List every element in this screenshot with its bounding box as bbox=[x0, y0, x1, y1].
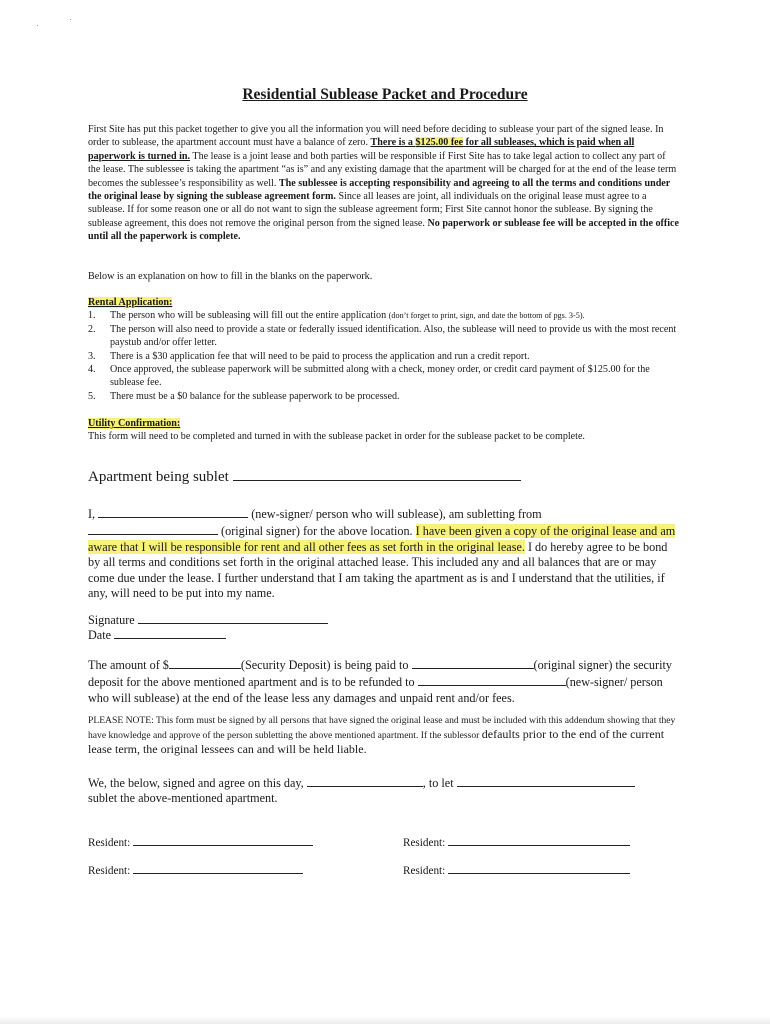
intro-paragraph bbox=[88, 123, 680, 244]
item-number: 1. bbox=[88, 310, 96, 322]
rental-application-item bbox=[88, 390, 680, 403]
original-signer-caption: (original signer) for the above location. bbox=[221, 524, 413, 539]
deposit-amount-label: The amount of $ bbox=[88, 658, 169, 672]
item-number: 2. bbox=[88, 323, 96, 335]
date-label: Date bbox=[88, 628, 112, 642]
signature-blank[interactable] bbox=[138, 611, 328, 624]
agreement-terms: I do hereby agree to be bond by all terms and conditions set forth in the original attached lease. This included any and all balances that are or may come due under the lease. I further understand that I am taking the apartment as is and I understand that the utilities, if any, will need to be put into my name. bbox=[88, 539, 668, 601]
intro-bold-2: No paperwork or sublease fee will be accepted in the office until all the paperwork is complete. bbox=[88, 217, 680, 243]
utility-confirmation-heading: Utility Confirmation: bbox=[88, 418, 181, 429]
below-explanation: Below is an explanation on how to fill in the blanks on the paperwork. bbox=[88, 271, 373, 282]
rental-application-item bbox=[88, 309, 680, 322]
please-note-paragraph bbox=[88, 715, 680, 757]
rental-application-heading: Rental Application: bbox=[88, 297, 173, 308]
resident-field-3 bbox=[88, 861, 303, 877]
deposit-amount-blank[interactable] bbox=[169, 656, 241, 669]
resident-blank[interactable] bbox=[133, 861, 303, 874]
scan-speck bbox=[70, 19, 71, 20]
resident-blank[interactable] bbox=[448, 833, 630, 846]
fee-amount-highlight: $125.00 fee bbox=[415, 137, 464, 149]
item-text: Once approved, the sublease paperwork will be submitted along with a check, money order, or credit card payment of $125.00 for the sublease fee. bbox=[110, 364, 650, 389]
resident-field-4 bbox=[403, 861, 630, 877]
resident-label: Resident: bbox=[88, 865, 131, 877]
utility-confirmation-text: This form will need to be completed and turned in with the sublease packet in order for the sublease packet to be complete. bbox=[88, 431, 585, 443]
deposit-new-signer-blank[interactable] bbox=[418, 673, 566, 686]
original-signer-blank[interactable] bbox=[88, 522, 218, 535]
intro-bold-1: The sublessee is accepting responsibility and agreeing to all the terms and conditions under the original lease by signing the sublease agreement form. bbox=[88, 177, 671, 203]
item-number: 4. bbox=[88, 364, 96, 376]
intro-text-1: First Site has put this packet together to give you all the information you will need before deciding to sublease your part of the signed lease. In order to sublease, the apartment account must have a balance of zero. bbox=[88, 124, 664, 149]
document-title: Residential Sublease Packet and Procedure bbox=[242, 86, 528, 103]
date-row bbox=[88, 626, 680, 643]
item-note: (don’t forget to print, sign, and date the bottom of pgs. 3-5). bbox=[388, 311, 585, 321]
deposit-refund-text: (original signer) the security deposit for the above mentioned apartment and is to be refunded to bbox=[88, 658, 672, 690]
apartment-blank[interactable] bbox=[233, 468, 521, 481]
signature-label: Signature bbox=[88, 613, 135, 627]
apartment-field-row bbox=[88, 468, 680, 486]
resident-field-1 bbox=[88, 833, 313, 849]
rental-application-item bbox=[88, 363, 680, 390]
date-blank[interactable] bbox=[114, 626, 226, 639]
intro-text-2: The lease is a joint lease and both parties will be responsible if First Site has to take legal action to collect any part of the lease. The sublessee is taking the apartment “as is” and any existing damage that the apartment will be charged for at the end of the lease term becomes the sublessee’s responsibility as well. bbox=[88, 150, 677, 189]
new-signer-blank[interactable] bbox=[98, 505, 248, 518]
apartment-label: Apartment being sublet bbox=[88, 469, 229, 485]
rental-application-item bbox=[88, 350, 680, 363]
agreement-i: I, bbox=[88, 507, 96, 521]
item-number: 3. bbox=[88, 350, 96, 362]
resident-label: Resident: bbox=[88, 837, 131, 849]
agreement-paragraph bbox=[88, 505, 680, 601]
resident-blank[interactable] bbox=[448, 861, 630, 874]
fee-statement: There is a $125.00 fee for all subleases, which is paid when all paperwork is turned in. bbox=[88, 137, 635, 162]
agree-to-let: , to let bbox=[422, 776, 454, 790]
please-note-text: PLEASE NOTE: This form must be signed by all persons that have signed the original lease and must be included with this addendum showing that they have knowledge and approve of the person subletting the above mentioned apartment. If the sublessor bbox=[88, 715, 676, 741]
intro-text-3: Since all leases are joint, all individuals on the original lease must agree to a sublease. If for some reason one or all do not want to sign the sublease agreement form; First Site cannot honor the sublease. By signing the sublease agreement, this does not remove the original person from the signed lease. bbox=[88, 191, 653, 229]
resident-label: Resident: bbox=[403, 865, 446, 877]
item-text: The person will also need to provide a state or federally issued identification. Also, the sublease will need to provide us with the most recent paystub and/or offer letter. bbox=[110, 323, 677, 349]
lease-awareness-highlight: I have been given a copy of the original lease and am aware that I will be responsible for rent and all other fees as set forth in the original lease. bbox=[88, 524, 676, 554]
deposit-terms: (new-signer/ person who will sublease) at the end of the lease less any damages and unpaid rent and/or fees. bbox=[88, 675, 663, 705]
resident-blank[interactable] bbox=[133, 833, 313, 846]
resident-field-2 bbox=[403, 833, 630, 849]
rental-application-list bbox=[88, 309, 680, 403]
deposit-paid-to: (Security Deposit) is being paid to bbox=[240, 658, 409, 672]
scan-bottom-edge bbox=[0, 1016, 770, 1024]
new-signer-caption: (new-signer/ person who will sublease), am subletting from bbox=[251, 507, 542, 521]
agree-paragraph bbox=[88, 774, 680, 807]
please-note-tail: defaults prior to the end of the current lease term, the original lessees can and will be held liable. bbox=[88, 726, 665, 756]
agree-day-text: We, the below, signed and agree on this day, bbox=[88, 776, 304, 790]
resident-label: Resident: bbox=[403, 837, 446, 849]
agree-day-blank[interactable] bbox=[307, 774, 423, 787]
item-text: There must be a $0 balance for the sublease paperwork to be processed. bbox=[110, 390, 400, 402]
agree-let-blank[interactable] bbox=[457, 774, 635, 787]
utility-confirmation-section bbox=[88, 417, 680, 444]
scan-speck bbox=[37, 25, 38, 26]
item-text: The person who will be subleasing will fill out the entire application bbox=[110, 310, 387, 322]
deposit-original-signer-blank[interactable] bbox=[412, 656, 534, 669]
item-text: There is a $30 application fee that will need to be paid to process the application and run a credit report. bbox=[110, 350, 530, 362]
rental-application-item bbox=[88, 323, 680, 350]
item-number: 5. bbox=[88, 390, 96, 402]
agree-sublet-text: sublet the above-mentioned apartment. bbox=[88, 791, 278, 806]
security-deposit-paragraph bbox=[88, 656, 680, 706]
rental-application-section bbox=[88, 296, 680, 403]
